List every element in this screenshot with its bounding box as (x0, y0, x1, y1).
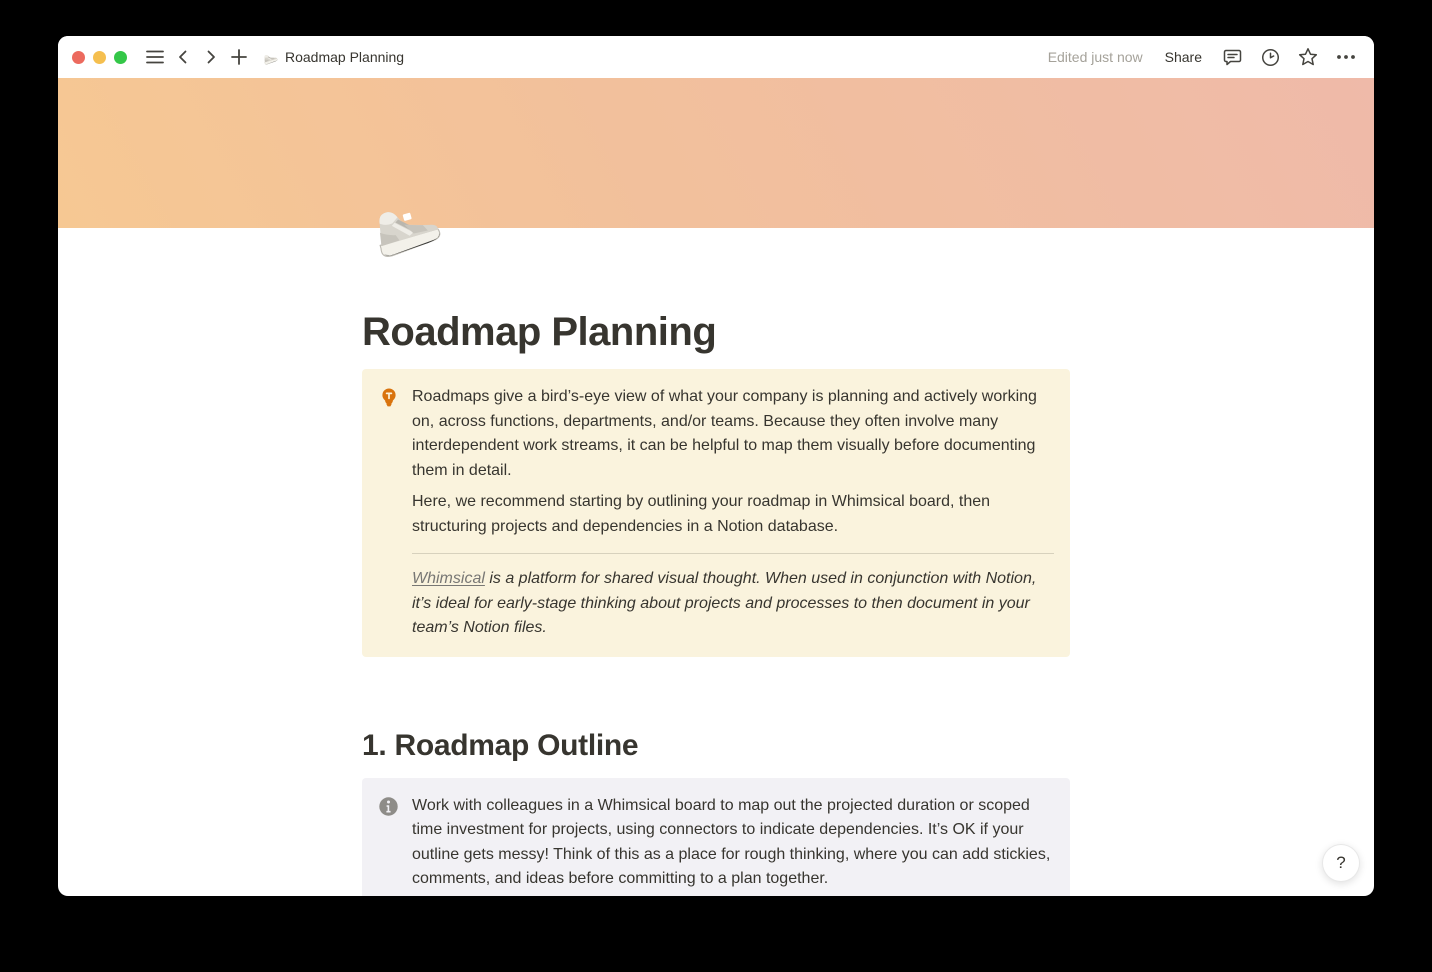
breadcrumb-title: Roadmap Planning (285, 49, 405, 65)
share-button[interactable]: Share (1164, 49, 1202, 65)
info-icon (378, 794, 400, 892)
running-shoe-emoji[interactable] (363, 184, 443, 264)
tip-paragraph-1: Roadmaps give a bird’s-eye view of what your company is planning and actively working on, across functions, departments, and/or teams. Because they often involve many interdependent work streams, it can be helpful to map them visually before documenting them in detail. (412, 388, 1037, 479)
close-window-button[interactable] (72, 51, 85, 64)
tip-callout[interactable] (362, 369, 1070, 657)
lightbulb-icon (378, 385, 400, 641)
breadcrumb[interactable] (261, 49, 404, 66)
traffic-lights (72, 51, 127, 64)
page-cover-gradient[interactable] (58, 78, 1374, 228)
tip-paragraph-2: Here, we recommend starting by outlining your roadmap in Whimsical board, then structuring projects and dependencies in a Notion database. (412, 493, 991, 535)
info-paragraph: Work with colleagues in a Whimsical board to map out the projected duration or scoped time investment for projects, using connectors to indicate dependencies. It’s OK if your outline gets messy! Think of this as a place for rough thinking, where you can add stickies, comments, and ideas before committing to a plan together. (412, 796, 1051, 887)
new-page-icon[interactable] (225, 43, 253, 71)
zoom-window-button[interactable] (114, 51, 127, 64)
updates-clock-icon[interactable] (1256, 43, 1284, 71)
notion-window (58, 36, 1374, 896)
whimsical-link[interactable]: Whimsical (412, 570, 485, 587)
section-heading-roadmap-outline[interactable]: 1. Roadmap Outline (362, 728, 639, 762)
page-title[interactable]: Roadmap Planning (362, 310, 717, 354)
favorite-star-icon[interactable] (1294, 43, 1322, 71)
edited-timestamp: Edited just now (1047, 49, 1143, 65)
sidebar-menu-icon[interactable] (141, 43, 169, 71)
comments-icon[interactable] (1218, 43, 1246, 71)
window-toolbar (58, 36, 1374, 78)
back-icon[interactable] (169, 43, 197, 71)
running-shoe-icon (261, 49, 278, 66)
whimsical-quote (412, 567, 1054, 641)
help-button[interactable]: ? (1322, 844, 1360, 882)
divider (412, 553, 1054, 554)
forward-icon[interactable] (197, 43, 225, 71)
minimize-window-button[interactable] (93, 51, 106, 64)
info-callout[interactable] (362, 778, 1070, 897)
page-content (362, 228, 1070, 896)
quote-text: is a platform for shared visual thought. When used in conjunction with Notion, it’s ideal for early-stage thinking about projects and processes to then document in your team’s Notion files. (412, 570, 1037, 636)
more-options-icon[interactable] (1332, 43, 1360, 71)
